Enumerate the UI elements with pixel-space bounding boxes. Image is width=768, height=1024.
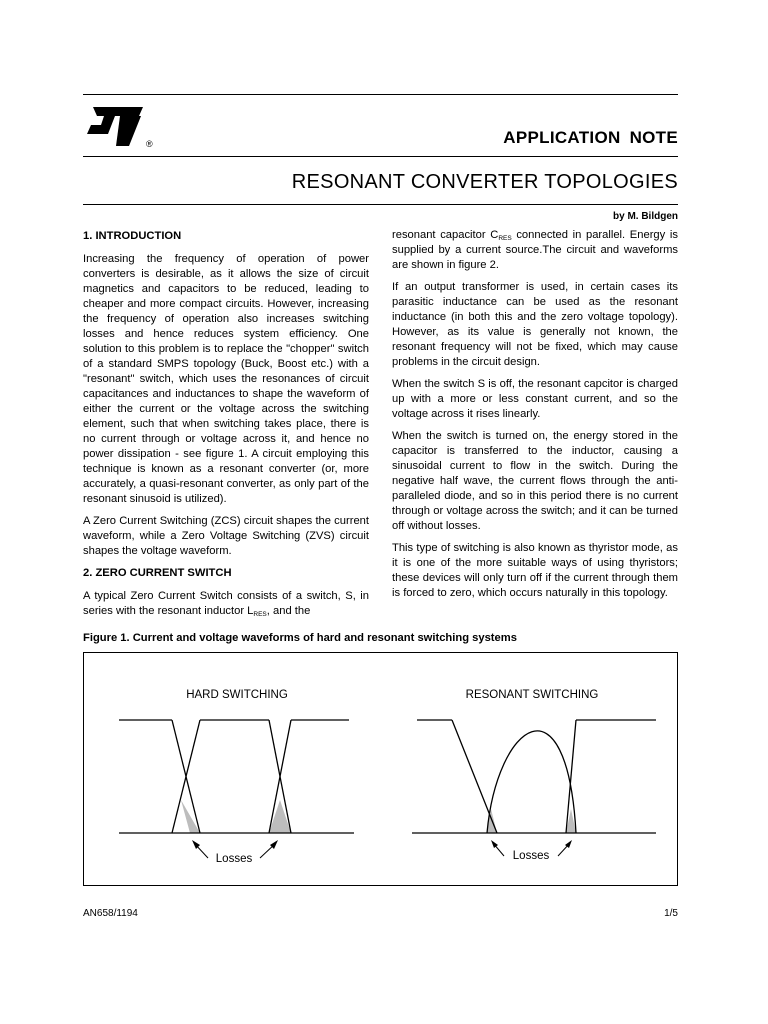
- resonant-sinusoid: [487, 731, 576, 833]
- st-logo-icon: [83, 103, 159, 149]
- right-paragraph-3: When the switch S is off, the resonant capcitor is charged up with a more or less constant current, and so the voltage across it rises linearly.: [392, 378, 678, 420]
- waveform-diagram: [84, 653, 679, 887]
- document-title: RESONANT CONVERTER TOPOLOGIES: [291, 171, 678, 193]
- author-line: by M. Bildgen: [613, 211, 678, 222]
- losses-label-left: Losses: [215, 853, 253, 865]
- right-paragraph-4: When the switch is turned on, the energy stored in the capacitor is transferred to the inductor, causing a sinusoidal current to flow in the switch. During the negative half wave, the current flows through the anti-paralleled diode, and so in this period there is no current through or voltage across the switch; and it can be turned off without losses.: [392, 430, 678, 532]
- introduction-paragraph-1: Increasing the frequency of operation of power converters is desirable, as it allows the size of circuit magnetics and capacitors to be reduced, leading to cheaper and more compact circuits. However, increasing the frequency of operation also increases switching losses and hence reduces system efficiency. One solution to this problem is to replace the "chopper" switch of a standard SMPS topology (Buck, Boost etc.) with a "resonant" switch, which uses the resonances of circuit capacitances and inductances to shape the waveform of either the current or the voltage across the switching element, such that when switching takes place, there is no current through or voltage across it, and hence no power dissipation - see figure 1. A circuit employing this technique is known as a resonant converter (or, more accurately, a quasi-resonant converter, as only part of the resonant sinusoid is utilized).: [83, 253, 369, 505]
- right-column: [392, 228, 678, 608]
- right-paragraph-2: If an output transformer is used, in certain cases its parasitic inductance can be used as the resonant inductance (in both this and the zero voltage topology). However, as its value is generally not known, the resonant frequency will not be fixed, which may cause problems in the circuit design.: [392, 281, 678, 368]
- losses-arrow-left-1: [192, 840, 208, 858]
- resonant-voltage-fall: [452, 720, 497, 833]
- document-id: AN658/1194: [83, 908, 138, 919]
- losses-arrow-right-2: [558, 840, 572, 856]
- zero-current-switch-heading: 2. ZERO CURRENT SWITCH: [83, 567, 232, 579]
- losses-arrow-right-1: [491, 840, 504, 856]
- losses-arrow-left-2: [260, 840, 278, 858]
- zcs-paragraph-1: A typical Zero Current Switch consists of a switch, S, in series with the resonant inductor $L_{RES}$, and the: [83, 590, 369, 618]
- registered-mark: ®: [146, 139, 153, 149]
- hard-switching-label: HARD SWITCHING: [186, 689, 288, 701]
- note-type-heading: APPLICATION NOTE: [503, 128, 678, 147]
- right-paragraph-5: This type of switching is also known as thyristor mode, as it is one of the more suitable ways of using thyristors; these devices will only turn off if the current through them is forced to zero, which occurs naturally in this topology.: [392, 542, 678, 599]
- introduction-heading: 1. INTRODUCTION: [83, 230, 182, 242]
- top-rule: [83, 94, 678, 95]
- losses-label-right: Losses: [512, 850, 550, 862]
- left-column: [83, 228, 369, 626]
- page-number: 1/5: [664, 908, 678, 919]
- introduction-paragraph-2: A Zero Current Switching (ZCS) circuit shapes the current waveform, while a Zero Voltage Switching (ZVS) circuit shapes the voltage waveform.: [83, 515, 369, 557]
- title-rule: [83, 156, 678, 157]
- figure-caption: Figure 1. Current and voltage waveforms of hard and resonant switching systems: [83, 632, 517, 644]
- right-paragraph-1: resonant capacitor $C_{RES}$ connected in parallel. Energy is supplied by a current source.The circuit and waveforms are shown in figure 2.: [392, 229, 678, 271]
- figure-1-waveforms: [83, 652, 678, 886]
- title-bottom-rule: [83, 204, 678, 205]
- hard-loss-area-1: [181, 800, 200, 833]
- resonant-switching-label: RESONANT SWITCHING: [465, 689, 599, 701]
